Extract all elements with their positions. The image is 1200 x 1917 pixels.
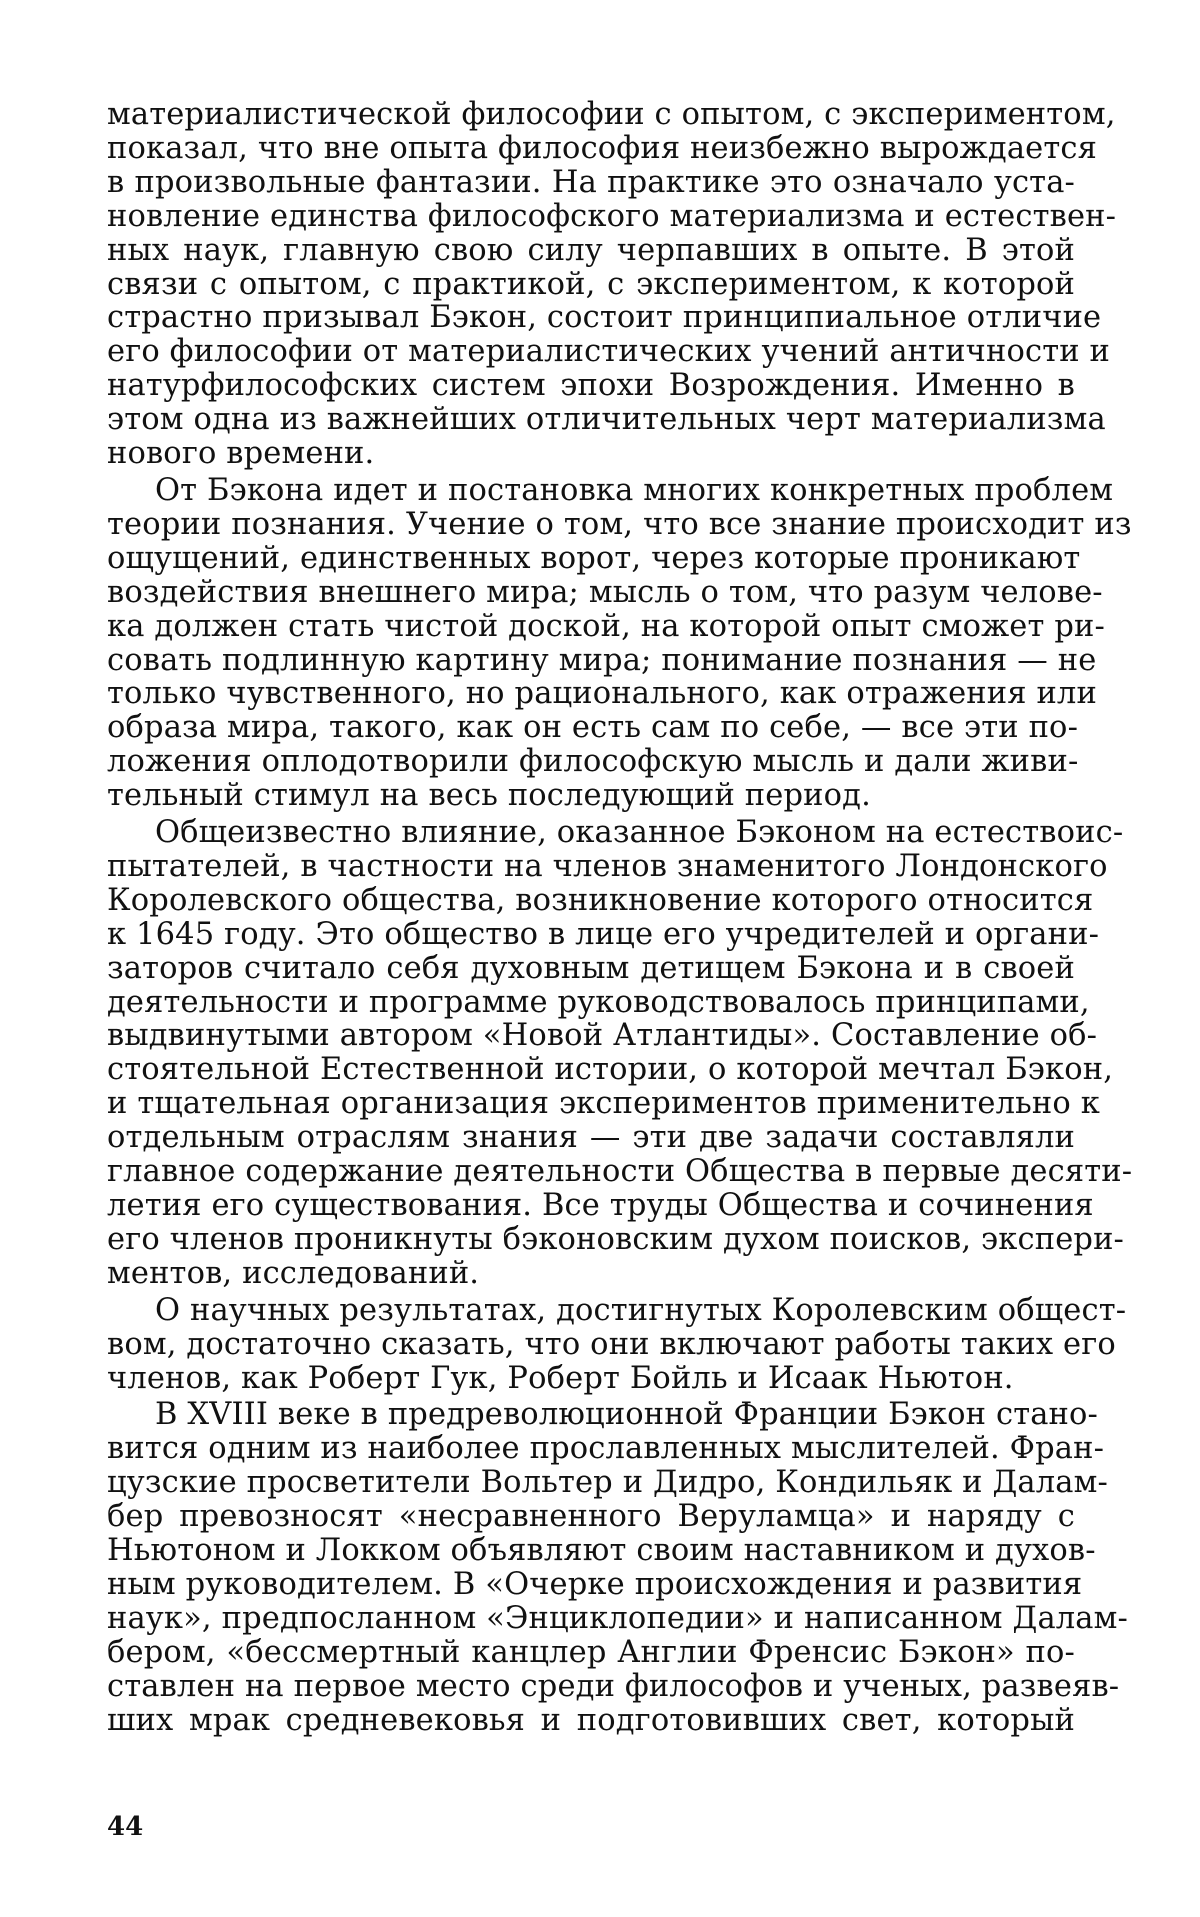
page-number: 44 bbox=[107, 1812, 144, 1842]
text-line: ментов, исследований. bbox=[107, 1255, 480, 1291]
text-line: ным руководителем. В «Очерке происхождения и развития bbox=[107, 1566, 1083, 1602]
text-line: новление единства философского материализма и естествен- bbox=[107, 198, 1117, 234]
text-line: главное содержание деятельности Общества в первые десяти- bbox=[107, 1154, 1133, 1190]
text-line: образа мира, такого, как он есть сам по себе, — все эти по- bbox=[107, 710, 1079, 746]
text-line: От Бэкона идет и постановка многих конкретных проблем bbox=[155, 472, 1114, 508]
text-line: ложения оплодотворили философскую мысль и дали живи- bbox=[107, 744, 1079, 780]
text-line: нового времени. bbox=[107, 436, 375, 472]
text-line: выдвинутыми автором «Новой Атлантиды». Составление об- bbox=[107, 1018, 1098, 1054]
text-line: бером, «бессмертный канцлер Англии Френсис Бэкон» по- bbox=[107, 1634, 1075, 1670]
text-line: вится одним из наиболее прославленных мыслителей. Фран- bbox=[107, 1431, 1105, 1467]
text-line: натурфилософских систем эпохи Возрождения. Именно в bbox=[107, 368, 1075, 404]
text-line: Общеизвестно влияние, оказанное Бэконом на естествоис- bbox=[155, 815, 1124, 851]
text-line: страстно призывал Бэкон, состоит принципиальное отличие bbox=[107, 300, 1102, 336]
text-line: его членов проникнуты бэконовским духом поисков, экспери- bbox=[107, 1221, 1125, 1257]
text-line: совать подлинную картину мира; понимание познания — не bbox=[107, 642, 1097, 678]
text-line: ощущений, единственных ворот, через которые проникают bbox=[107, 540, 1081, 576]
paragraph bbox=[107, 472, 1132, 814]
text-line: О научных результатах, достигнутых Королевским общест- bbox=[155, 1292, 1127, 1328]
text-line: отдельным отраслям знания — эти две задачи составляли bbox=[107, 1120, 1075, 1156]
text-line: пытателей, в частности на членов знаменитого Лондонского bbox=[107, 848, 1108, 884]
text-line: В XVIII веке в предреволюционной Франции Бэкон стано- bbox=[155, 1397, 1098, 1433]
text-line: этом одна из важнейших отличительных черт материализма bbox=[107, 402, 1106, 438]
paragraph bbox=[107, 1397, 1128, 1738]
text-line: деятельности и программе руководствовалось принципами, bbox=[107, 984, 1090, 1020]
text-line: воздействия внешнего мира; мысль о том, что разум челове- bbox=[107, 574, 1103, 610]
paragraph bbox=[107, 815, 1133, 1291]
text-line: ставлен на первое место среди философов и ученых, развеяв- bbox=[107, 1668, 1120, 1704]
text-line: заторов считало себя духовным детищем Бэкона и в своей bbox=[107, 950, 1075, 986]
text-line: показал, что вне опыта философия неизбежно вырождается bbox=[107, 130, 1097, 166]
paragraph bbox=[107, 97, 1117, 472]
text-line: связи с опытом, с практикой, с экспериментом, к которой bbox=[107, 266, 1075, 302]
text-line: его философии от материалистических учений античности и bbox=[107, 334, 1111, 370]
text-line: цузские просветители Вольтер и Дидро, Кондильяк и Далам- bbox=[107, 1465, 1108, 1501]
text-line: стоятельной Естественной истории, о которой мечтал Бэкон, bbox=[107, 1052, 1114, 1088]
text-line: бер превозносят «несравненного Веруламца» и наряду с bbox=[107, 1499, 1075, 1535]
text-line: ных наук, главную свою силу черпавших в опыте. В этой bbox=[107, 232, 1075, 268]
page-text-column bbox=[107, 97, 1133, 1898]
text-line: летия его существования. Все труды Общества и сочинения bbox=[107, 1188, 1094, 1223]
text-line: к 1645 году. Это общество в лице его учредителей и органи- bbox=[107, 916, 1100, 952]
text-line: и тщательная организация экспериментов применительно к bbox=[107, 1086, 1100, 1122]
text-line: наук», предпосланном «Энциклопедии» и написанном Далам- bbox=[107, 1600, 1128, 1636]
text-line: в произвольные фантазии. На практике это означало уста- bbox=[107, 164, 1075, 200]
paragraph bbox=[107, 1292, 1127, 1396]
text-line: Ньютоном и Локком объявляют своим наставником и духов- bbox=[107, 1533, 1096, 1569]
text-line: Королевского общества, возникновение которого относится bbox=[107, 882, 1094, 918]
text-line: членов, как Роберт Гук, Роберт Бойль и Исаак Ньютон. bbox=[107, 1360, 1014, 1396]
text-line: только чувственного, но рационального, как отражения или bbox=[107, 676, 1097, 712]
text-line: ка должен стать чистой доской, на которой опыт сможет ри- bbox=[107, 608, 1105, 644]
text-line: вом, достаточно сказать, что они включают работы таких его bbox=[107, 1326, 1116, 1362]
text-line: материалистической философии с опытом, с экспериментом, bbox=[107, 97, 1116, 132]
text-line: теории познания. Учение о том, что все знание происходит из bbox=[107, 506, 1132, 542]
text-line: тельный стимул на весь последующий период. bbox=[107, 778, 871, 814]
text-line: ших мрак средневековья и подготовивших свет, который bbox=[107, 1702, 1075, 1738]
